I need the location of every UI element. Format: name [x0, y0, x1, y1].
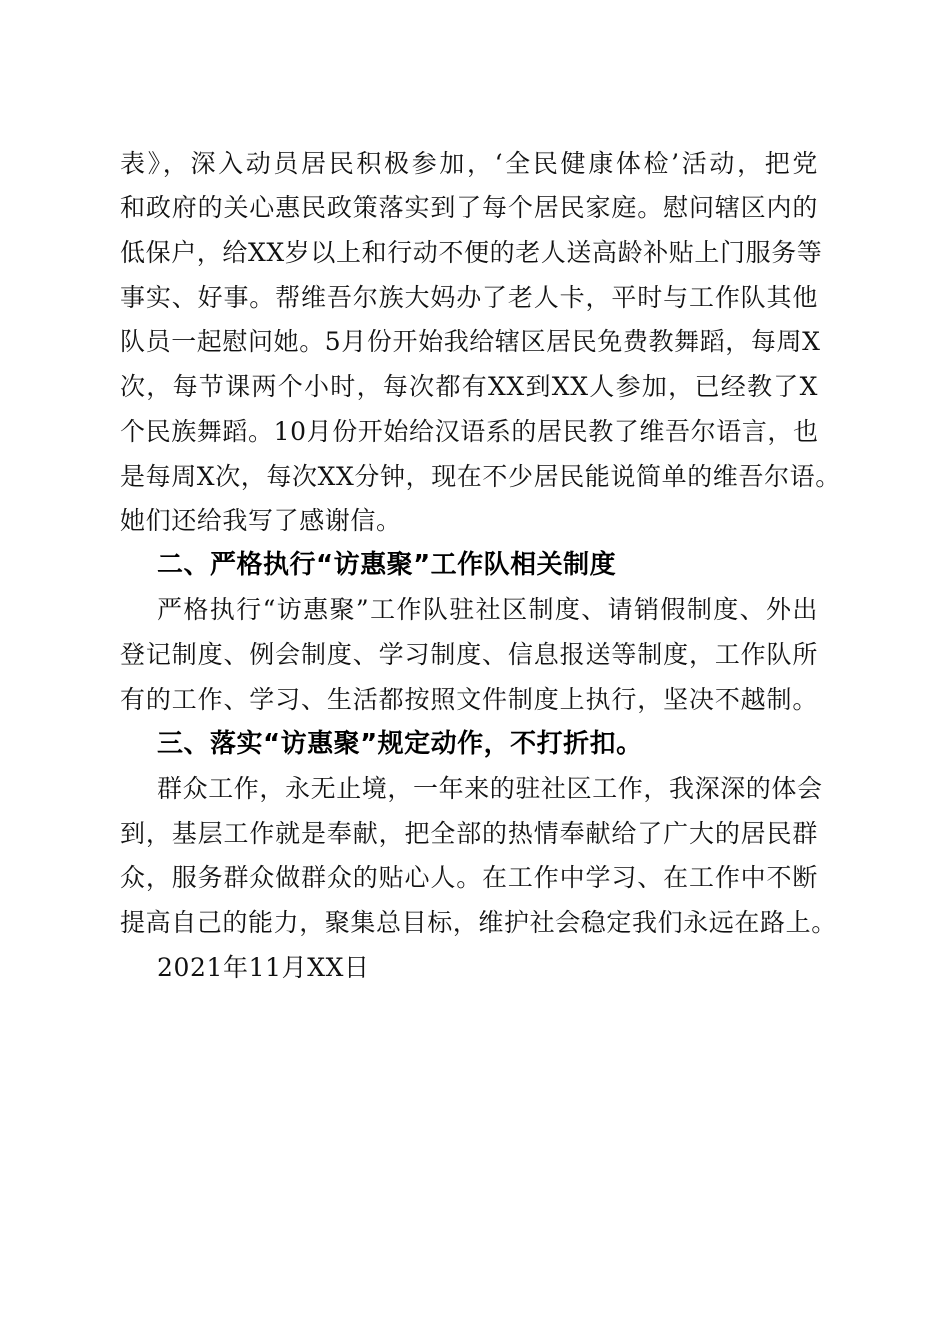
paragraph-3-line-4: 提高自己的能力，聚集总目标，维护社会稳定我们永远在路上。: [120, 908, 837, 937]
paragraph-1-line-3: 低保户，给XX岁以上和行动不便的老人送高龄补贴上门服务等: [120, 238, 823, 267]
paragraph-2-line-1: 严格执行“访惠聚”工作队驻社区制度、请销假制度、外出: [157, 595, 818, 624]
paragraph-3-line-2: 到，基层工作就是奉献，把全部的热情奉献给了广大的居民群: [120, 819, 818, 848]
paragraph-3-line-1: 群众工作，永无止境，一年来的驻社区工作，我深深的体会: [157, 774, 823, 803]
paragraph-1-line-9: 她们还给我写了感谢信。: [120, 506, 402, 535]
paragraph-3-line-3: 众，服务群众做群众的贴心人。在工作中学习、在工作中不断: [120, 863, 818, 892]
paragraph-1-line-7: 个民族舞蹈。10月份开始给汉语系的居民教了维吾尔语言，也: [120, 417, 819, 446]
paragraph-1-line-6: 次，每节课两个小时，每次都有XX到XX人参加，已经教了X: [120, 372, 818, 401]
section-heading-2: 二、严格执行“访惠聚”工作队相关制度: [157, 550, 617, 580]
paragraph-1-line-1: 表》，深入动员居民积极参加，‘全民健康体检’活动，把党: [120, 149, 818, 178]
document-date: 2021年11月XX日: [157, 953, 370, 982]
paragraph-2-line-2: 登记制度、例会制度、学习制度、信息报送等制度，工作队所: [120, 640, 818, 669]
paragraph-1-line-8: 是每周X次，每次XX分钟，现在不少居民能说简单的维吾尔语。: [120, 462, 841, 491]
paragraph-1-line-4: 事实、好事。帮维吾尔族大妈办了老人卡，平时与工作队其他: [120, 283, 818, 312]
paragraph-1-line-2: 和政府的关心惠民政策落实到了每个居民家庭。慰问辖区内的: [120, 193, 818, 222]
section-heading-3: 三、落实“访惠聚”规定动作，不打折扣。: [157, 729, 643, 759]
paragraph-2-line-3: 有的工作、学习、生活都按照文件制度上执行，坚决不越制。: [120, 685, 818, 714]
paragraph-1-line-5: 队员一起慰问她。5月份开始我给辖区居民免费教舞蹈，每周X: [120, 327, 821, 356]
